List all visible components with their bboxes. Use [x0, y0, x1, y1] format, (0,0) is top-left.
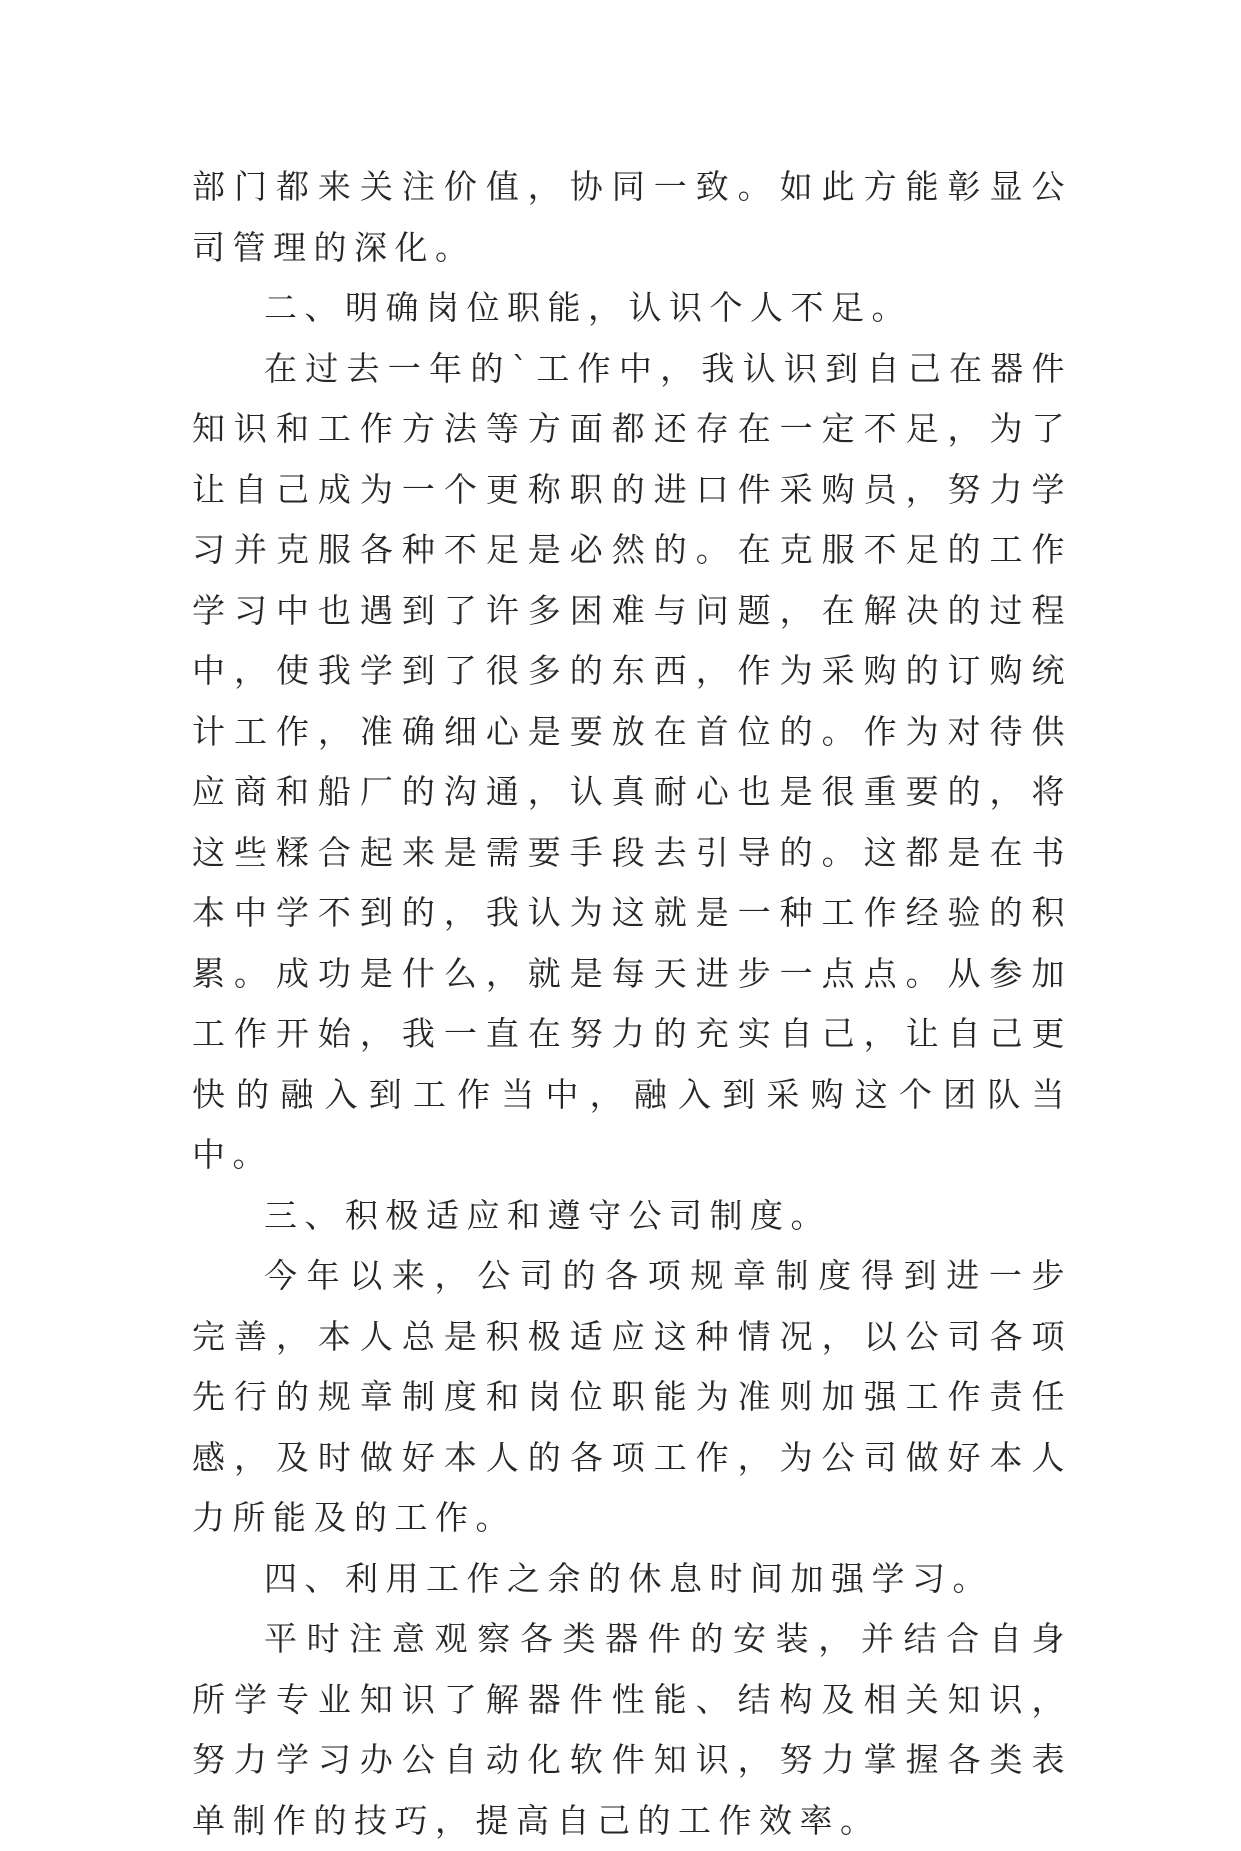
- paragraph-continuation: 部门都来关注价值，协同一致。如此方能彰显公司管理的深化。: [192, 167, 1072, 267]
- paragraph-body: 今年以来，公司的各项规章制度得到进一步完善，本人总是积极适应这种情况，以公司各项先行的规章制度和岗位职能为准则加强工作责任感，及时做好本人的各项工作，为公司做好本人力所能及的工作。: [192, 1256, 1072, 1537]
- document-body: [192, 157, 1072, 1851]
- section-heading-2: 二、明确岗位职能，认识个人不足。: [264, 288, 912, 327]
- paragraph-body: 在过去一年的`工作中，我认识到自己在器件知识和工作方法等方面都还存在一定不足，为了让自己成为一个更称职的进口件采购员，努力学习并克服各种不足是必然的。在克服不足的工作学习中也遇到了许多困难与问题，在解决的过程中，使我学到了很多的东西，作为采购的订购统计工作，准确细心是要放在首位的。作为对待供应商和船厂的沟通，认真耐心也是很重要的，将这些糅合起来是需要手段去引导的。这都是在书本中学不到的，我认为这就是一种工作经验的积累。成功是什么，就是每天进步一点点。从参加工作开始，我一直在努力的充实自己，让自己更快的融入到工作当中，融入到采购这个团队当中。: [192, 348, 1072, 1174]
- paragraph-body: 平时注意观察各类器件的安装，并结合自身所学专业知识了解器件性能、结构及相关知识，努力学习办公自动化软件知识，努力掌握各类表单制作的技巧，提高自己的工作效率。: [192, 1619, 1072, 1840]
- section-heading-4: 四、利用工作之余的休息时间加强学习。: [264, 1558, 993, 1598]
- section-heading-3: 三、积极适应和遵守公司制度。: [264, 1195, 831, 1235]
